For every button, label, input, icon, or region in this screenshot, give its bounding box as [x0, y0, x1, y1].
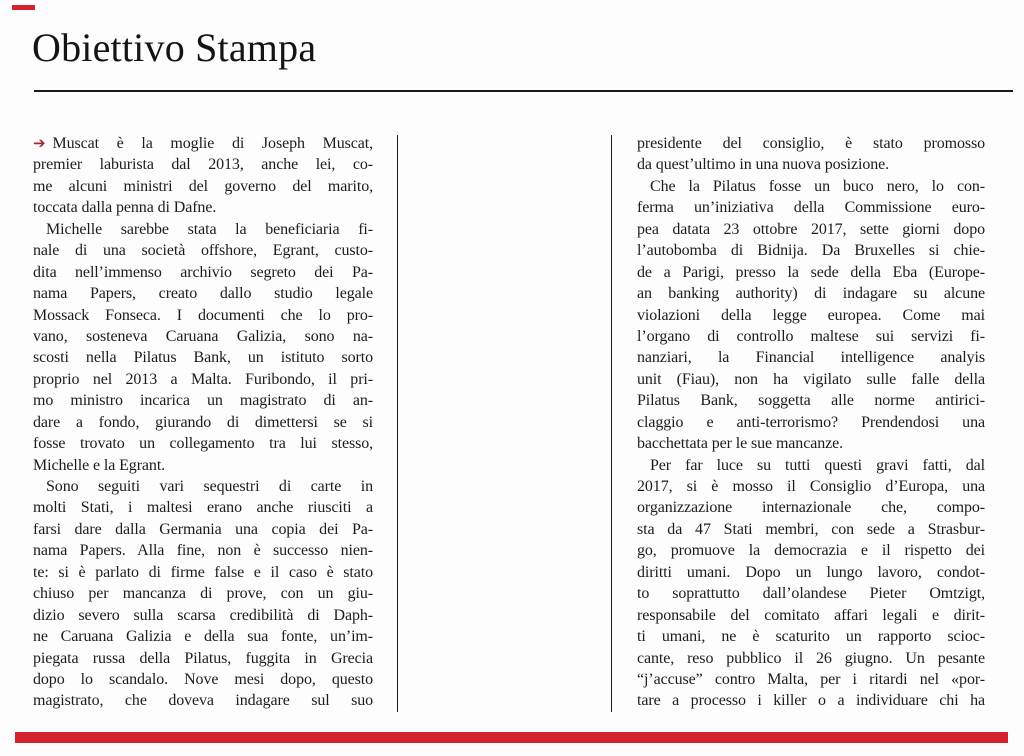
text-line: piegata russa della Pilatus, fuggita in Grecia	[33, 649, 373, 667]
text-line: dare a fondo, giurando di dimettersi se si	[33, 413, 373, 431]
text-line: claggio e anti-terrorismo? Prendendosi una	[637, 413, 985, 431]
text-line: nama Papers. Alla fine, non è successo nien-	[33, 542, 373, 560]
text-line: da quest’ultimo in una nuova posizione.	[637, 156, 890, 174]
text-line: proprio nel 2013 a Malta. Furibondo, il pri-	[33, 370, 373, 388]
text-line: molti Stati, i maltesi erano anche riusciti a	[33, 499, 373, 517]
text-line: ➔ Muscat è la moglie di Joseph Muscat,	[33, 134, 373, 152]
text-line: ti umani, ne è scaturito un rapporto scioc-	[637, 628, 985, 646]
red-arrow-icon: ➔	[33, 134, 46, 152]
text-line: ne Caruana Galizia e della sua fonte, un’im-	[33, 628, 373, 646]
text-line: Michelle e la Egrant.	[33, 456, 166, 474]
top-red-dash	[12, 5, 35, 10]
text-line: Sono seguiti vari sequestri di carte in	[46, 478, 373, 495]
article-column-right	[637, 133, 985, 712]
text-line: organizzazione internazionale che, compo-	[637, 499, 985, 517]
text-line: violazioni della legge europea. Come mai	[637, 306, 985, 324]
text-line: fosse trovato un collegamento tra lui stesso,	[33, 435, 373, 453]
text-line: dopo lo scandalo. Nove mesi dopo, questo	[33, 670, 373, 688]
text-line: nale di una società offshore, Egrant, custo-	[33, 242, 373, 260]
text-line: 2017, si è mosso il Consiglio d’Europa, una	[637, 478, 985, 495]
text-line: to soprattutto dall’olandese Pieter Omtzigt,	[637, 585, 985, 603]
text-line: bacchettata per le sue mancanze.	[637, 435, 844, 453]
text-line: Mossack Fonseca. I documenti che lo pro-	[33, 306, 373, 324]
text-line: diritti umani. Dopo un lungo lavoro, condot-	[637, 563, 985, 581]
text-line: farsi dare dalla Germania una copia dei Pa-	[33, 520, 373, 538]
text-line: Per far luce su tutti questi gravi fatti, dal	[650, 456, 985, 474]
text-line: mo ministro incarica un magistrato di an-	[33, 392, 373, 410]
text-line: “j’accuse” contro Malta, per i ritardi nel «por-	[637, 670, 985, 688]
text-line: an banking authority) di indagare su alcune	[637, 285, 985, 303]
text-line: l’organo di controllo maltese sui servizi fi-	[637, 327, 985, 345]
text-line: pea datata 23 ottobre 2017, sette giorni dopo	[637, 220, 985, 238]
text-line: dizio severo sulla scarsa credibilità di Daph-	[33, 606, 373, 624]
text-line: magistrato, che doveva indagare sul suo	[33, 692, 373, 710]
text-line: scosti nella Pilatus Bank, un istituto sorto	[33, 349, 373, 367]
article-column-empty	[398, 135, 610, 712]
text-line: de a Parigi, presso la sede della Eba (Europe-	[637, 263, 985, 281]
text-line: Che la Pilatus fosse un buco nero, lo con-	[650, 177, 985, 195]
article-column-left	[33, 133, 373, 712]
text-line: tare a processo i killer o a individuare chi ha	[637, 692, 985, 710]
text-line: te: si è parlato di firme false e il caso è stato	[33, 563, 373, 581]
text-line: responsabile del comitato affari legali e dirit-	[637, 606, 985, 624]
text-line: vano, sosteneva Caruana Galizia, sono na-	[33, 327, 373, 345]
text-line: premier laburista dal 2013, anche lei, co-	[33, 156, 373, 174]
title-divider	[34, 90, 1013, 92]
bottom-red-bar	[15, 732, 1008, 743]
text-line: sta da 47 Stati membri, con sede a Strasbur-	[637, 520, 985, 538]
text-line: toccata dalla penna di Dafne.	[33, 199, 217, 217]
text-line: me alcuni ministri del governo del marito,	[33, 177, 373, 195]
column-divider-right	[611, 135, 612, 712]
text-line: ferma un’iniziativa della Commissione euro-	[637, 199, 985, 217]
text-line: cante, reso pubblico il 26 giugno. Un pesante	[637, 649, 985, 667]
text-line: nanziari, la Financial intelligence analyis	[637, 349, 985, 367]
text-line: dita nell’immenso archivio segreto dei Pa-	[33, 263, 373, 281]
text-line: Pilatus Bank, soggetta alle norme antirici-	[637, 392, 985, 410]
page-title: Obiettivo Stampa	[32, 25, 317, 70]
text-line: l’autobomba di Bidnija. Da Bruxelles si chie-	[637, 242, 985, 260]
text-line: Michelle sarebbe stata la beneficiaria fi-	[46, 220, 373, 238]
text-line: chiuso per mancanza di prove, con un giu-	[33, 585, 373, 603]
text-line: nama Papers, creato dallo studio legale	[33, 285, 373, 303]
text-line: presidente del consiglio, è stato promosso	[637, 135, 985, 152]
text-line: unit (Fiau), non ha vigilato sulle falle della	[637, 370, 985, 388]
text-line: go, promuove la democrazia e il rispetto dei	[637, 542, 985, 560]
